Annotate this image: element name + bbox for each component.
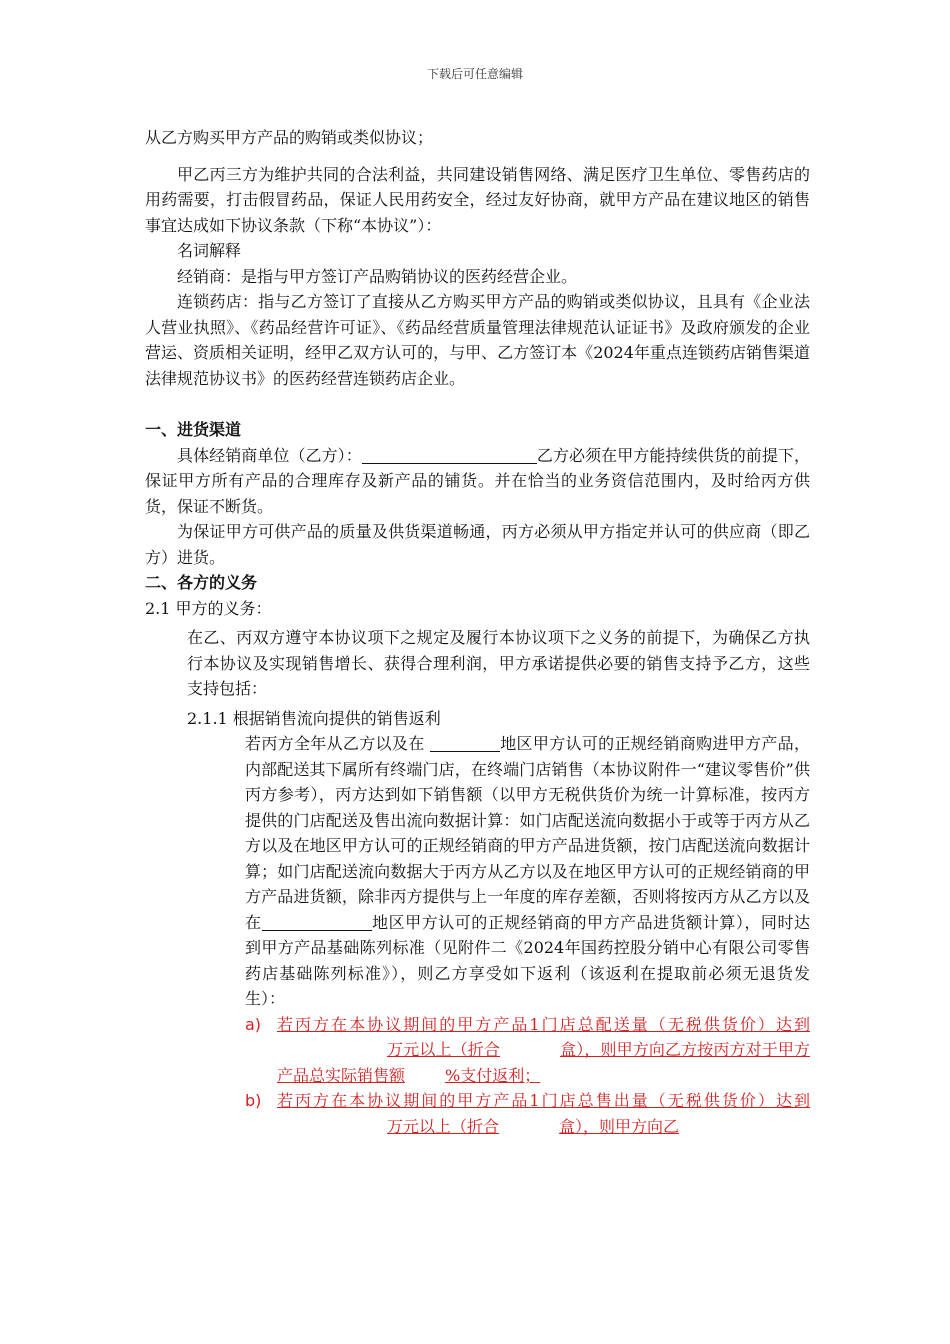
rebate-text-middle: 地区甲方认可的正规经销商购进甲方产品，内部配送其下属所有终端门店，在终端门店销售（本协议附件一“建议零售价”供丙方参考），丙方达到如下销售额（以甲方无税供货价为统一计算标准，按丙方提供的门店配送及售出流向数据计算：如门店配送流向数据小于或等于丙方从乙方以及在地区甲方认可的正规经销商的甲方产品进货额，按门店配送流向数据计算；如门店配送流向数据大于丙方从乙方以及在地区甲方认可的正规经销商的甲方产品进货额，除非丙方提供与上一年度的库存差额，否则将按丙方从乙方以及在 [245, 734, 810, 932]
distributor-unit-blank[interactable] [362, 447, 537, 464]
region-blank-1[interactable] [430, 735, 500, 752]
item-text: 万元以上（折合 [387, 1116, 500, 1136]
subsection-2-1-1: 2.1.1 根据销售流向提供的销售返利 [187, 708, 441, 728]
section-heading-purchase-channel: 一、进货渠道 [145, 420, 242, 439]
document-body [145, 125, 810, 1139]
paragraph-party-a-obligations: 在乙、丙双方遵守本协议项下之规定及履行本协议项下之义务的前提下，为确保乙方执行本协议及实现销售增长、获得合理利润，甲方承诺提供必要的销售支持予乙方，这些支持包括： [187, 628, 810, 698]
section-heading-obligations: 二、各方的义务 [145, 573, 258, 592]
paragraph-distributor-definition: 经销商：是指与甲方签订产品购销协议的医药经营企业。 [177, 266, 578, 286]
list-marker: a) [245, 1014, 262, 1034]
paragraph-supply-channel: 为保证甲方可供产品的质量及供货渠道畅通，丙方必须从甲方指定并认可的供应商（即乙方）进货。 [145, 522, 810, 567]
item-text: 盒），则甲方向乙 [559, 1116, 680, 1136]
item-text: 若丙方在本协议期间的甲方产品1门店总配送量（无税供货价）达到 [277, 1014, 810, 1034]
list-marker: b) [245, 1091, 262, 1110]
list-item [245, 1088, 810, 1139]
item-text: %支付返利； [445, 1065, 541, 1085]
list-item [245, 1012, 810, 1089]
item-text: 盒），则甲方向乙方按丙方对于甲方产品总实际销售额 [277, 1040, 810, 1085]
paragraph-continuation: 从乙方购买甲方产品的购销或类似协议； [145, 128, 434, 147]
paragraph-preamble: 甲乙丙三方为维护共同的合法利益，共同建设销售网络、满足医疗卫生单位、零售药店的用药需要，打击假冒药品，保证人民用药安全，经过友好协商，就甲方产品在建议地区的销售事宜达成如下协议条款（下称“本协议”）： [145, 164, 810, 235]
rebate-text-start: 若丙方全年从乙方以及在 [245, 734, 430, 753]
distributor-unit-text: 乙方必须在甲方能持续供货的前提下，保证甲方所有产品的合理库存及新产品的铺货。并在恰当的业务资信范围内，及时给丙方供货，保证不断货。 [145, 445, 810, 516]
item-text: 若丙方在本协议期间的甲方产品1门店总售出量（无税供货价）达到 [277, 1091, 810, 1110]
rebate-list [145, 1012, 810, 1140]
paragraph-definitions-title: 名词解释 [177, 241, 242, 260]
rebate-text-end: 地区甲方认可的正规经销商的甲方产品进货额计算），同时达到甲方产品基础陈列标准（见附件二《2024年国药控股分销中心有限公司零售药店基础陈列标准》），则乙方享受如下返利（该返利在提取前必须无退货发生）： [245, 912, 810, 1008]
paragraph-rebate-conditions [145, 731, 810, 1012]
region-blank-2[interactable] [262, 914, 372, 931]
paragraph-chain-store-definition: 连锁药店：指与乙方签订了直接从乙方购买甲方产品的购销或类似协议，且具有《企业法人营业执照》、《药品经营许可证》、《药品经营质量管理法律规范认证证书》及政府颁发的企业营运、资质相关证明，经甲乙双方认可的，与甲、乙方签订本《2024年重点连锁药店销售渠道法律规范协议书》的医药经营连锁药店企业。 [145, 292, 810, 388]
page-header-note: 下载后可任意编辑 [426, 67, 523, 81]
distributor-unit-label: 具体经销商单位（乙方）： [177, 445, 362, 465]
paragraph-distributor-unit [145, 443, 810, 520]
item-text: 万元以上（折合 [387, 1040, 500, 1059]
subsection-2-1: 2.1 甲方的义务： [145, 598, 272, 618]
